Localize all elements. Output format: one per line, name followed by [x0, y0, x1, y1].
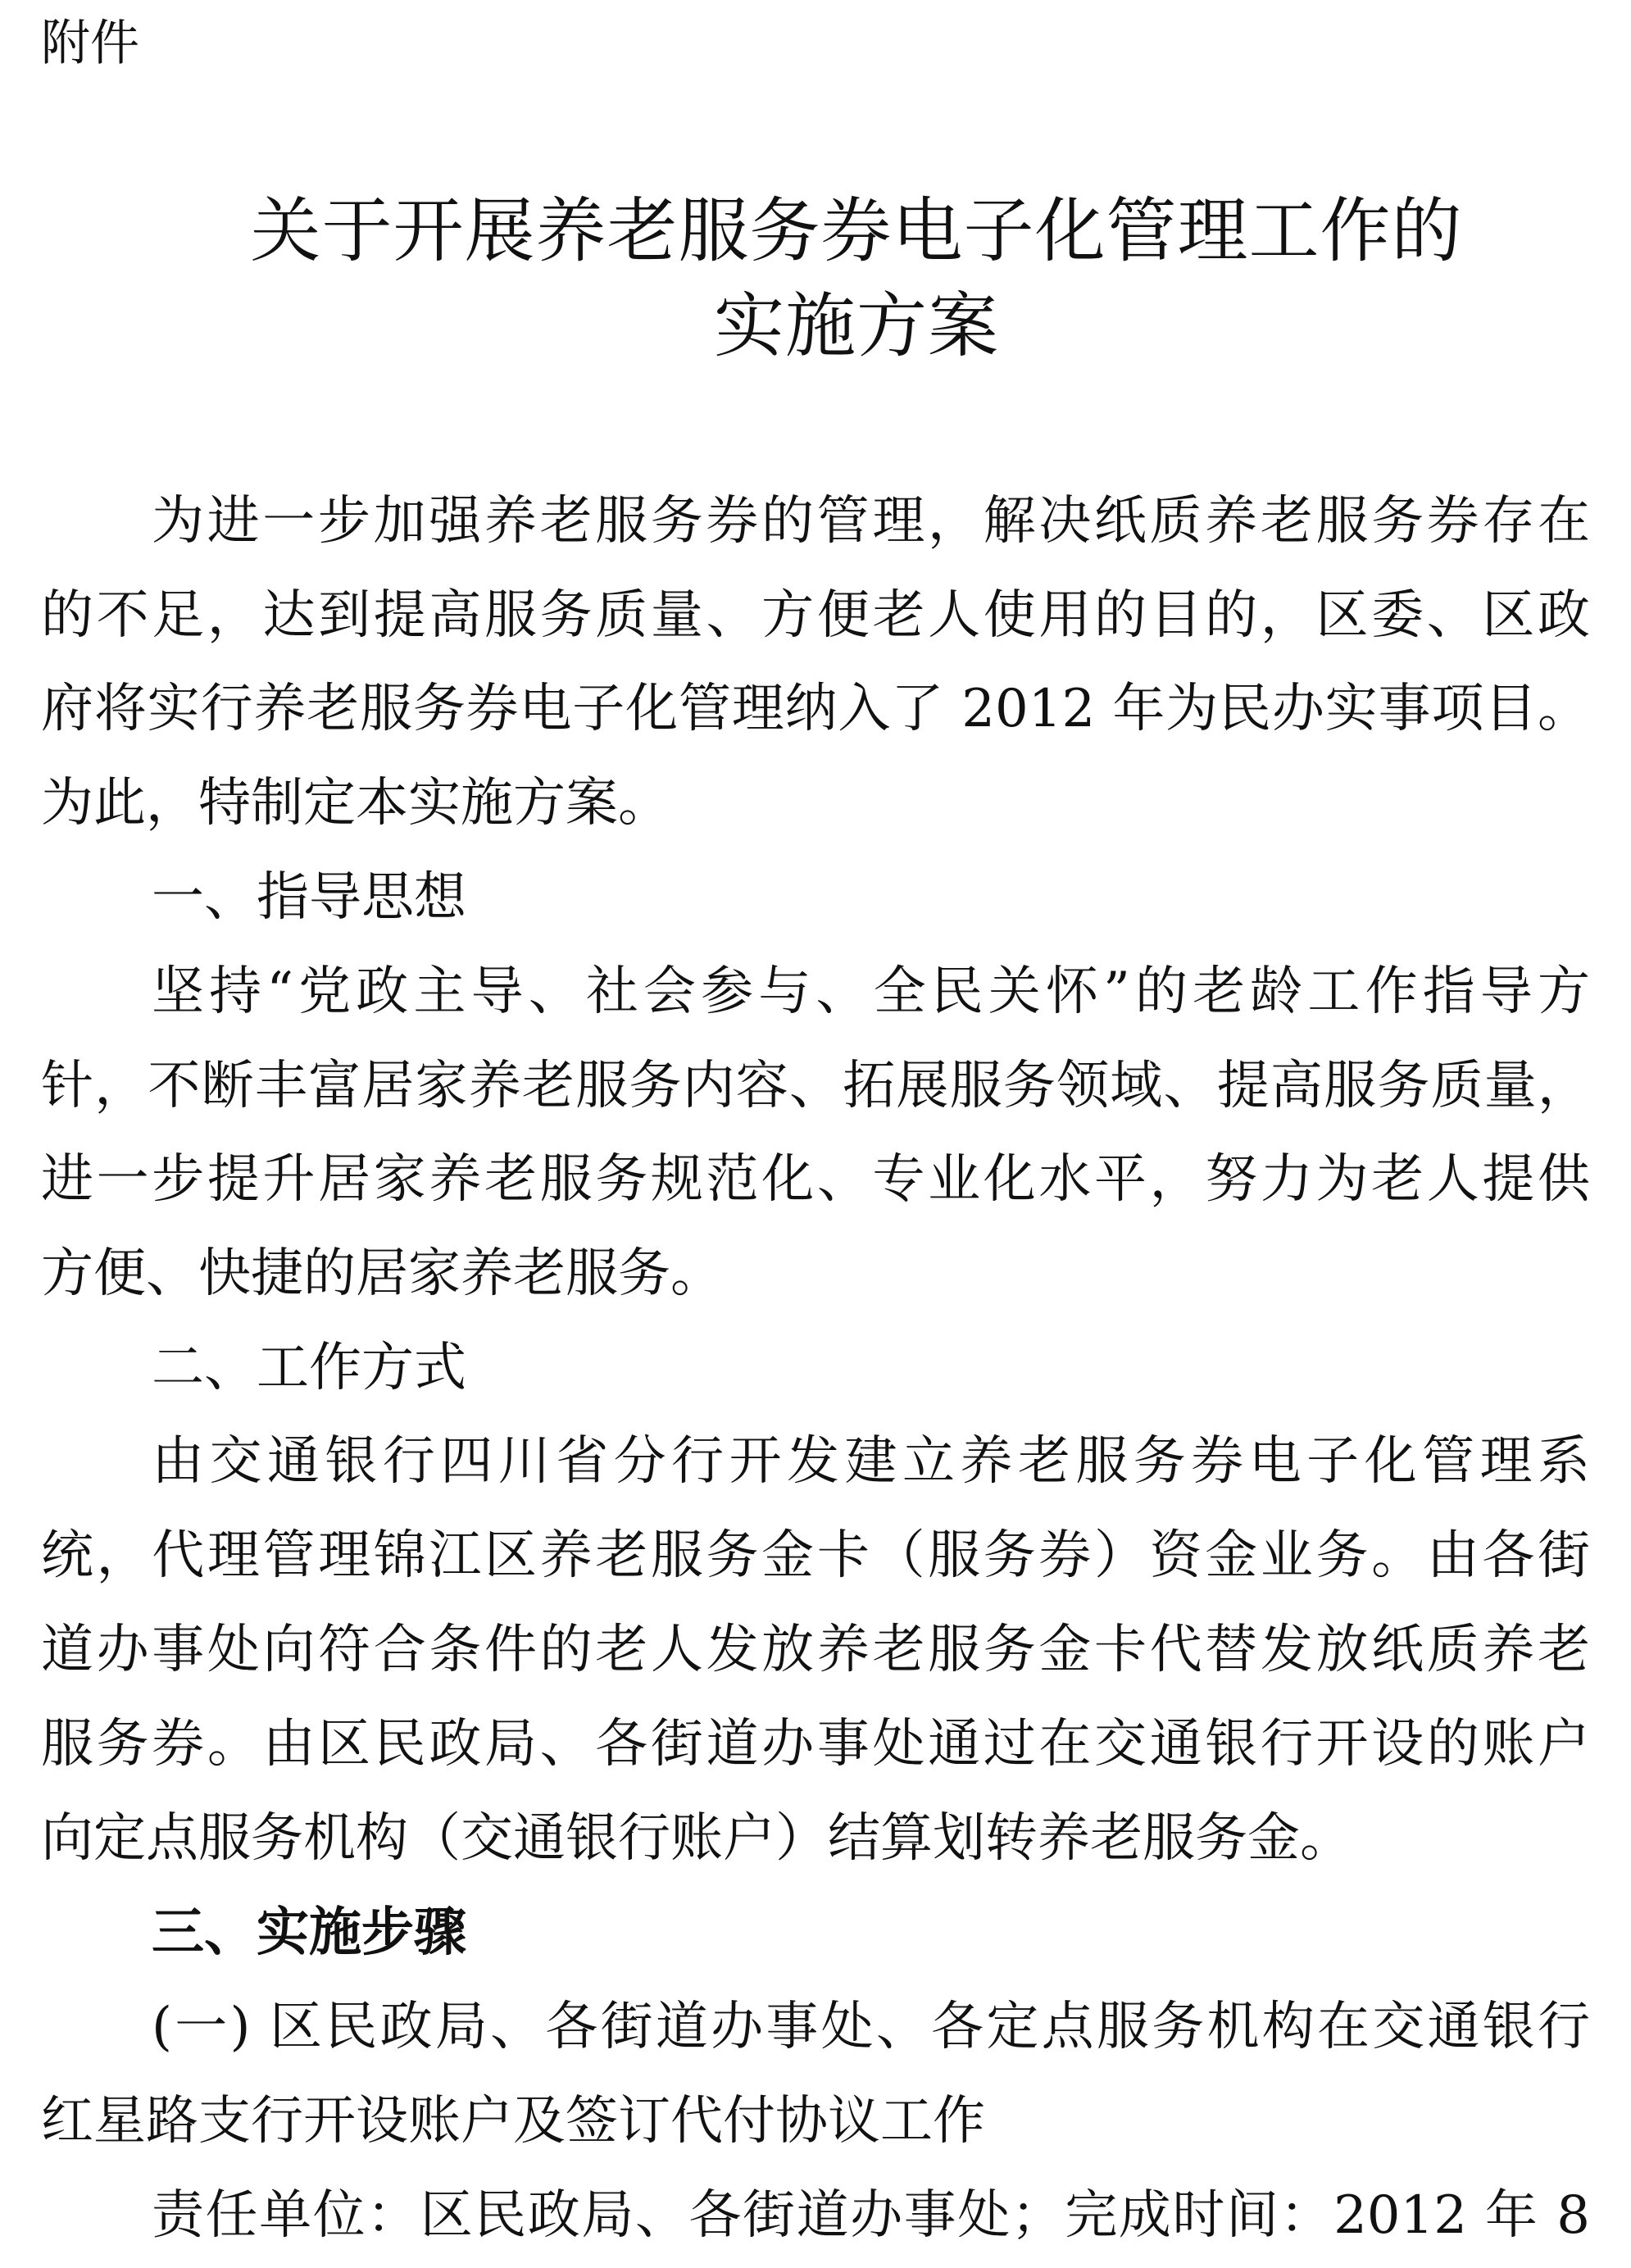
body-line: 道办事处向符合条件的老人发放养老服务金卡代替发放纸质养老 [41, 1620, 1590, 1680]
body-line: 向定点服务机构（交通银行账户）结算划转养老服务金。 [41, 1808, 1352, 1869]
body-line: 服务券。由区民政局、各街道办事处通过在交通银行开设的账户 [41, 1714, 1590, 1775]
body-line: 统，代理管理锦江区养老服务金卡（服务券）资金业务。由各街 [41, 1525, 1590, 1586]
section-heading-3: 三、实施步骤 [152, 1902, 466, 1963]
body-line: 为此，特制定本实施方案。 [41, 773, 670, 834]
body-line: 方便、快捷的居家养老服务。 [41, 1243, 723, 1304]
body-line: 府将实行养老服务券电子化管理纳入了 2012 年为民办实事项目。 [41, 679, 1590, 739]
body-line: 的不足，达到提高服务质量、方便老人使用的目的，区委、区政 [41, 585, 1590, 646]
attachment-label: 附件 [41, 15, 139, 72]
body-line: 进一步提升居家养老服务规范化、专业化水平，努力为老人提供 [41, 1149, 1590, 1210]
body-line: 坚持“党政主导、社会参与、全民关怀”的老龄工作指导方 [152, 961, 1590, 1022]
section-heading-1: 一、指导思想 [152, 867, 466, 928]
body-line: 针，不断丰富居家养老服务内容、拓展服务领域、提高服务质量， [41, 1056, 1590, 1116]
body-line: 由交通银行四川省分行开发建立养老服务券电子化管理系 [152, 1431, 1590, 1492]
body-line: 红星路支行开设账户及签订代付协议工作 [41, 2091, 985, 2152]
body-line: 为进一步加强养老服务券的管理，解决纸质养老服务券存在 [152, 491, 1590, 552]
body-line: (一) 区民政局、各街道办事处、各定点服务机构在交通银行 [152, 1997, 1590, 2057]
body-line: 责任单位：区民政局、各街道办事处；完成时间：2012 年 8 [152, 2185, 1590, 2246]
document-title-line-1: 关于开展养老服务券电子化管理工作的 [250, 190, 1463, 272]
section-heading-2: 二、工作方式 [152, 1338, 466, 1398]
document-title-line-2: 实施方案 [714, 285, 999, 367]
